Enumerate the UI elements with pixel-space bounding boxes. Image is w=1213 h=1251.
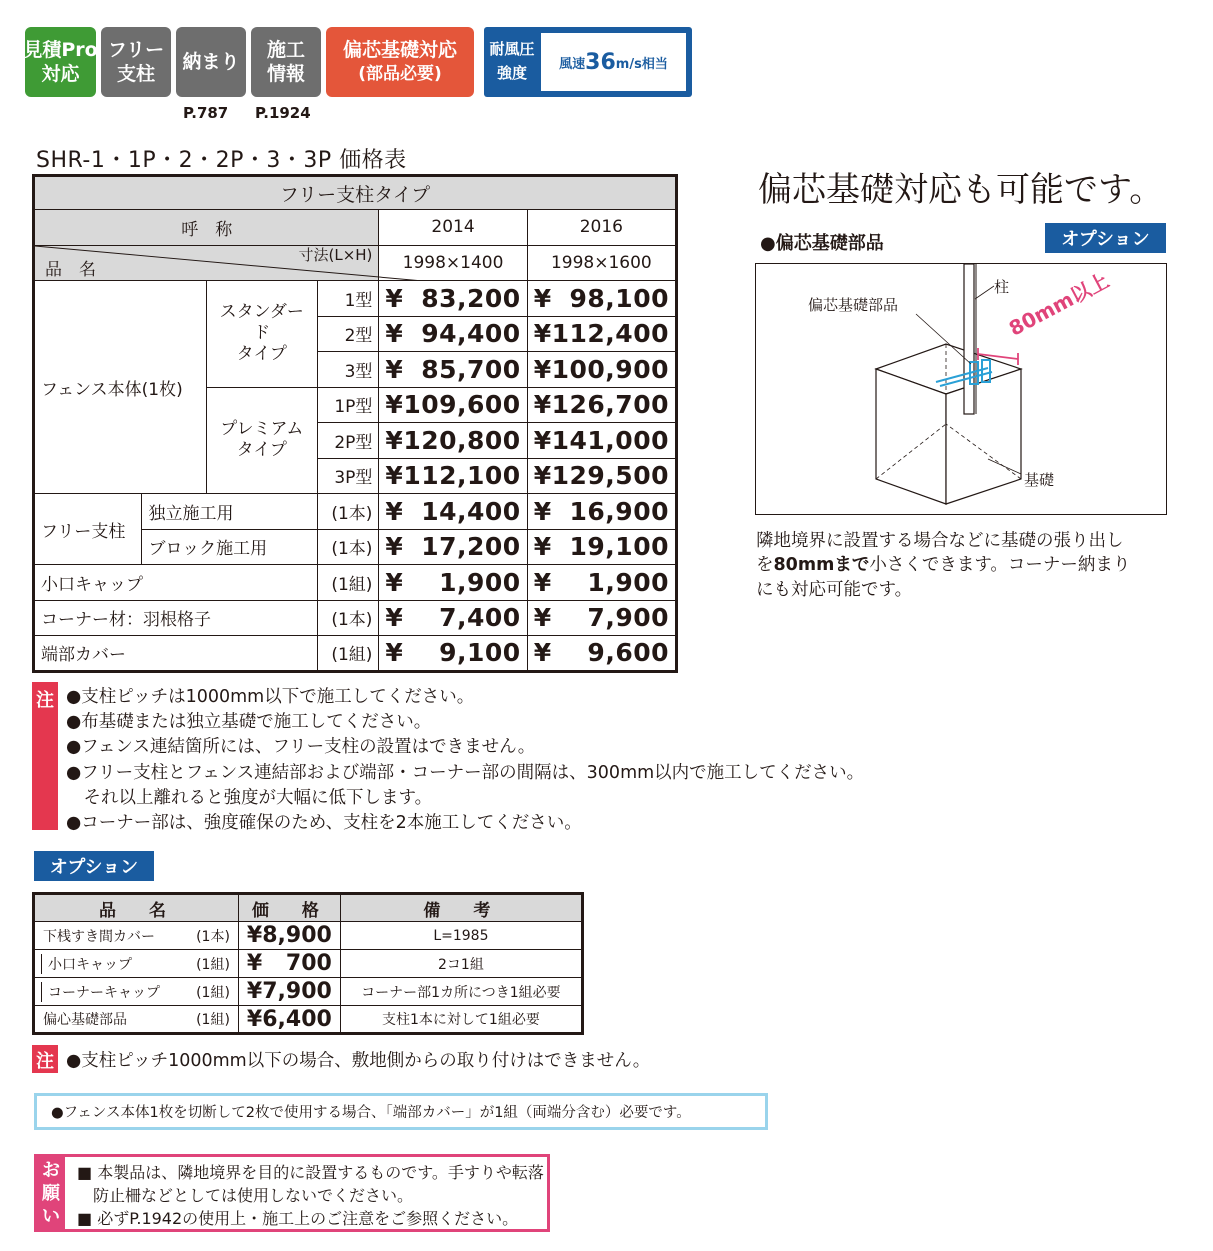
- opt-name: [34, 922, 239, 950]
- opt-unit: (1組): [196, 956, 230, 973]
- price: 1,900: [439, 567, 521, 597]
- unit: (1本): [317, 494, 379, 530]
- table-row: [34, 894, 583, 922]
- option-notes-label: 注: [32, 1045, 58, 1073]
- price-cell: [379, 494, 527, 530]
- unit: (1本): [317, 529, 379, 565]
- opt-unit: (1組): [196, 984, 230, 1001]
- yen: ¥: [533, 461, 552, 491]
- type-2p: 2P型: [317, 423, 379, 459]
- desc-2c: 小さくできます。コーナー納まり: [869, 555, 1131, 575]
- item-name: コーナー材：羽根格子: [34, 600, 318, 636]
- price: 126,700: [551, 390, 669, 420]
- wind-label-2: 強度: [496, 64, 527, 82]
- price-cell: [379, 387, 527, 423]
- wind-value-box: [541, 33, 686, 91]
- table-row: [34, 600, 677, 636]
- unit: (1組): [317, 565, 379, 601]
- price-cell: [379, 423, 527, 459]
- opt-name-text: 小口キャップ: [48, 956, 132, 973]
- notes-label: 注: [32, 682, 58, 830]
- price: 112,100: [403, 461, 521, 491]
- price: 94,400: [421, 319, 521, 349]
- opt-header-note: 備 考: [340, 894, 582, 922]
- price-cell: [527, 281, 676, 317]
- standard-type-label: スタンダード タイプ: [206, 281, 317, 388]
- price-cell: [527, 423, 676, 459]
- yen: ¥: [533, 567, 552, 597]
- price: 7,900: [587, 603, 669, 633]
- price-cell: [379, 458, 527, 494]
- opt-note: コーナー部1カ所につき1組必要: [340, 978, 582, 1006]
- yen: ¥: [385, 603, 404, 633]
- eccentric-title: 偏芯基礎対応も可能です。: [758, 170, 1164, 210]
- badge-line: 納まり: [182, 51, 240, 73]
- option-table: [32, 892, 584, 1035]
- request-line: 防止柵などとしては使用しないでください。: [77, 1186, 414, 1205]
- opt-unit: (1本): [196, 928, 230, 945]
- opt-note: 2コ1組: [340, 950, 582, 978]
- price: 8,900: [262, 923, 332, 948]
- type-3p: 3P型: [317, 458, 379, 494]
- badge-osamari: [176, 27, 246, 97]
- yen: ¥: [246, 923, 263, 948]
- wind-badge: [484, 27, 692, 97]
- badge-line: 対応: [41, 63, 80, 85]
- price-cell: [379, 636, 527, 672]
- request-line: ■ 本製品は、隣地境界を目的に設置するものです。手すりや転落: [77, 1163, 544, 1182]
- yen: ¥: [533, 603, 552, 633]
- request-label: お願い: [37, 1157, 65, 1229]
- yen: ¥: [533, 425, 552, 455]
- price: 7,400: [439, 603, 521, 633]
- opt-price: [238, 950, 340, 978]
- option-note: ●支柱ピッチ1000mm以下の場合、敷地側からの取り付けはできません。: [66, 1051, 651, 1071]
- yen: ¥: [385, 425, 404, 455]
- price: 1,900: [587, 567, 669, 597]
- price: 17,200: [421, 532, 521, 562]
- info-note: ●フェンス本体1枚を切断して2枚で使用する場合、「端部カバー」が1組（両端分含む）必要です。: [34, 1093, 768, 1130]
- pageref-osamari[interactable]: P.787: [183, 104, 229, 122]
- note-line: ●フリー支柱とフェンス連結部および端部・コーナー部の間隔は、300mm以内で施工してください。: [66, 763, 865, 783]
- note-line: ●支柱ピッチは1000mm以下で施工してください。: [66, 687, 475, 707]
- price-cell: [527, 352, 676, 388]
- unit: (1本): [317, 600, 379, 636]
- item-name: 小口キャップ: [34, 565, 318, 601]
- table-row: [34, 494, 677, 530]
- badge-line: 支柱: [116, 63, 155, 85]
- premium-type-label: プレミアム タイプ: [206, 387, 317, 494]
- request-line: ■ 必ずP.1942の使用上・施工上のご注意をご参照ください。: [77, 1209, 519, 1228]
- yen: ¥: [385, 638, 404, 668]
- price-cell: [527, 316, 676, 352]
- price: 9,600: [587, 638, 669, 668]
- yen: ¥: [533, 354, 552, 384]
- desc-line-3: にも対応可能です。: [756, 580, 913, 600]
- price: 9,100: [439, 638, 521, 668]
- opt-note: 支柱1本に対して1組必要: [340, 1006, 582, 1034]
- opt-name: [34, 978, 239, 1006]
- pageref-sekou[interactable]: P.1924: [255, 104, 311, 122]
- price: 85,700: [421, 354, 521, 384]
- type-header: フリー支柱タイプ: [34, 176, 677, 210]
- price: 19,100: [569, 532, 669, 562]
- type-1: 1型: [317, 281, 379, 317]
- type-2: 2型: [317, 316, 379, 352]
- label-base: 基礎: [1024, 471, 1055, 489]
- price-cell: [379, 316, 527, 352]
- badge-line: 施工: [266, 39, 305, 61]
- table-row: [34, 950, 583, 978]
- option-label: オプション: [34, 851, 154, 881]
- wind-label-1: 耐風圧: [489, 40, 535, 58]
- unit: (1組): [317, 636, 379, 672]
- price-cell: [527, 636, 676, 672]
- label-distance: 80mm以上: [1004, 268, 1113, 341]
- eccentric-diagram: [755, 263, 1167, 515]
- price: 98,100: [569, 283, 669, 313]
- free-post-name: 独立施工用: [142, 494, 317, 530]
- opt-header-price: 価 格: [238, 894, 340, 922]
- col-code-2016: 2016: [527, 210, 676, 246]
- badge-mitsumori-pro: [25, 27, 96, 97]
- free-post-label: フリー支柱: [34, 494, 142, 565]
- yen: ¥: [385, 461, 404, 491]
- opt-name-text: コーナーキャップ: [48, 984, 160, 1001]
- wind-unit: m/s相当: [615, 56, 668, 72]
- type-1p: 1P型: [317, 387, 379, 423]
- note-line: ●布基礎または独立基礎で施工してください。: [66, 712, 432, 732]
- note-line: ●コーナー部は、強度確保のため、支柱を2本施工してください。: [66, 813, 582, 833]
- yen: ¥: [385, 496, 404, 526]
- price: 16,900: [569, 496, 669, 526]
- price-cell: [379, 352, 527, 388]
- opt-header-name: 品 名: [34, 894, 239, 922]
- sunpo-label: 寸法(L×H): [298, 245, 373, 264]
- option-tag: オプション: [1045, 223, 1166, 253]
- badge-line: (部品必要): [358, 64, 442, 84]
- table-row: [34, 922, 583, 950]
- note-line: それ以上離れると強度が大幅に低下します。: [66, 788, 433, 808]
- table-row: [34, 281, 677, 317]
- request-box: [34, 1154, 550, 1232]
- opt-name: [34, 950, 239, 978]
- table-row: [34, 978, 583, 1006]
- price-table: [32, 174, 678, 673]
- table-row: [34, 210, 677, 246]
- yen: ¥: [246, 979, 263, 1004]
- yen: ¥: [385, 390, 404, 420]
- yen: ¥: [246, 1006, 263, 1032]
- opt-name: [34, 1006, 239, 1034]
- opt-name-text: 下桟すき間カバー: [43, 928, 155, 945]
- price: 7,900: [262, 979, 332, 1004]
- price: 112,400: [551, 319, 669, 349]
- hinmei-sunpo-header: [34, 245, 379, 281]
- wind-prefix: 風速: [559, 56, 586, 72]
- price-cell: [527, 529, 676, 565]
- yen: ¥: [246, 951, 263, 976]
- opt-note: L=1985: [340, 922, 582, 950]
- parts-label: ●偏芯基礎部品: [760, 233, 884, 254]
- price-cell: [379, 529, 527, 565]
- desc-2a: を: [756, 555, 774, 575]
- table-row: [34, 565, 677, 601]
- desc-2b: 80mmまで: [773, 555, 870, 575]
- price-cell: [527, 600, 676, 636]
- fence-body-label: フェンス本体(1枚): [34, 281, 207, 494]
- opt-price: [238, 978, 340, 1006]
- wind-label: [484, 37, 540, 85]
- free-post-name: ブロック施工用: [142, 529, 317, 565]
- yen: ¥: [385, 319, 404, 349]
- opt-unit: (1組): [196, 1012, 230, 1028]
- col-code-2014: 2014: [379, 210, 527, 246]
- price-table-title: SHR-1・1P・2・2P・3・3P 価格表: [36, 148, 407, 173]
- badge-free-post: [101, 27, 171, 97]
- yen: ¥: [385, 283, 404, 313]
- price: 700: [285, 951, 332, 976]
- table-row: [34, 1006, 583, 1034]
- yobi-header: 呼 称: [34, 210, 379, 246]
- price-cell: [527, 494, 676, 530]
- col-size-2016: 1998×1600: [527, 245, 676, 281]
- yen: ¥: [533, 283, 552, 313]
- yen: ¥: [385, 567, 404, 597]
- price: 83,200: [421, 283, 521, 313]
- badge-eccentric: [326, 27, 474, 97]
- price: 6,400: [262, 1006, 332, 1032]
- opt-price: [238, 922, 340, 950]
- desc-line-2: [756, 551, 1130, 576]
- type-3: 3型: [317, 352, 379, 388]
- badge-line: 情報: [266, 63, 305, 85]
- col-size-2014: 1998×1400: [379, 245, 527, 281]
- yen: ¥: [533, 496, 552, 526]
- opt-price: [238, 1006, 340, 1034]
- note-line: ●フェンス連結箇所には、フリー支柱の設置はできません。: [66, 737, 536, 757]
- table-row: [34, 245, 677, 281]
- yen: ¥: [385, 354, 404, 384]
- price: 14,400: [421, 496, 521, 526]
- yen: ¥: [533, 638, 552, 668]
- label-eccentric-part: 偏芯基礎部品: [808, 296, 899, 314]
- price: 120,800: [403, 425, 521, 455]
- price-cell: [527, 458, 676, 494]
- table-row: [34, 176, 677, 210]
- desc-line-1: 隣地境界に設置する場合などに基礎の張り出し: [756, 531, 1124, 551]
- wind-num: 36: [585, 49, 616, 75]
- badge-sekou-info: [251, 27, 321, 97]
- item-name: 端部カバー: [34, 636, 318, 672]
- price-cell: [527, 565, 676, 601]
- price-cell: [379, 565, 527, 601]
- badge-line: フリー: [107, 39, 165, 61]
- opt-name-text: 偏心基礎部品: [43, 1012, 127, 1028]
- price: 100,900: [551, 354, 669, 384]
- price-cell: [379, 600, 527, 636]
- price-cell: [527, 387, 676, 423]
- label-post: 柱: [994, 278, 1010, 296]
- table-row: [34, 636, 677, 672]
- price-cell: [379, 281, 527, 317]
- yen: ¥: [533, 390, 552, 420]
- price: 141,000: [551, 425, 669, 455]
- yen: ¥: [533, 532, 552, 562]
- price: 129,500: [551, 461, 669, 491]
- yen: ¥: [533, 319, 552, 349]
- hinmei-label: 品 名: [45, 259, 96, 280]
- yen: ¥: [385, 532, 404, 562]
- price: 109,600: [403, 390, 521, 420]
- badge-line: 偏芯基礎対応: [342, 39, 457, 61]
- badge-line: 見積Pro: [23, 39, 98, 61]
